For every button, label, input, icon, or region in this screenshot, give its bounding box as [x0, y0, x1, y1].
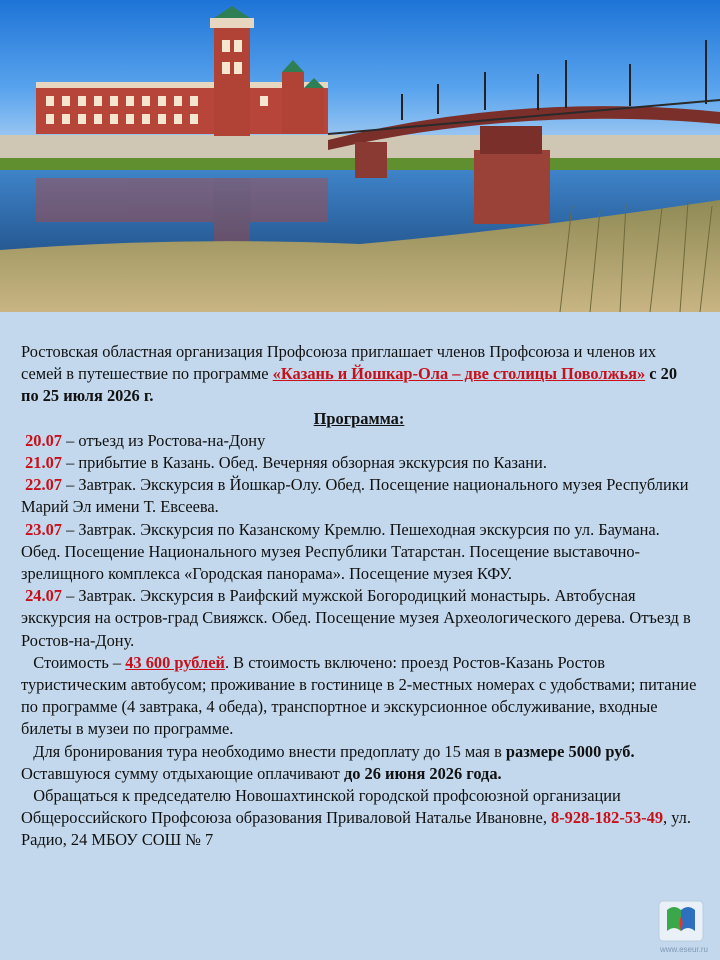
- invitation-text: [21, 341, 697, 852]
- day-date: 23.07: [25, 519, 62, 539]
- tour-dates: с 20 по 25 июля 2026 г.: [21, 364, 678, 406]
- intro-text: Ростовская областная организация Профсоюза приглашает членов Профсоюза и членов их семей в путешествие по программе: [21, 342, 657, 384]
- program-name: «Казань и Йошкар-Ола – две столицы Поволжья»: [272, 364, 646, 384]
- day-text: – Завтрак. Экскурсия в Йошкар-Олу. Обед. Посещение национального музея Республики Марий Эл имени Т. Евсеева.: [21, 475, 689, 517]
- program-heading: Программа:: [313, 408, 405, 428]
- cost-details: . В стоимость включено: проезд Ростов-Казань Ростов туристическим автобусом; проживание в гостинице в 2-местных номерах с удобствами; питание по программе (4 завтрака, 4 обеда), транспортное и экскурсионное обслуживание, входные билеты в музеи по программе.: [21, 652, 697, 739]
- day-date: 22.07: [25, 475, 62, 495]
- prepayment-amount: размере 5000 руб.: [505, 741, 635, 761]
- day-item: [21, 585, 697, 652]
- cost-price: 43 600 рублей: [125, 652, 225, 672]
- day-text: – отъезд из Ростова-на-Дону: [62, 430, 266, 450]
- day-date: 21.07: [25, 453, 62, 473]
- day-date: 20.07: [25, 430, 62, 450]
- intro-paragraph: [21, 341, 697, 408]
- contact-text: Обращаться к председателю Новошахтинской городской профсоюзной организации Общероссийского Профсоюза образования Приваловой Наталье Ивановне,: [21, 786, 621, 828]
- cost-paragraph: [21, 652, 697, 741]
- booking-paragraph: [21, 741, 697, 785]
- info-panel: [0, 312, 720, 960]
- day-date: 24.07: [25, 586, 62, 606]
- payment-deadline: до 26 июня 2026 года.: [343, 763, 502, 783]
- hero-photo: [0, 0, 720, 312]
- day-item: [21, 452, 697, 474]
- cost-label: Стоимость –: [33, 652, 126, 672]
- day-item: [21, 519, 697, 586]
- contact-paragraph: [21, 785, 697, 852]
- booking-text: Для бронирования тура необходимо внести предоплату до 15 мая в: [33, 741, 506, 761]
- day-text: – Завтрак. Экскурсия по Казанскому Кремлю. Пешеходная экскурсия по ул. Баумана. Обед. Посещение Национального музея Республики Татарстан. Посещение выставочно-зрелищного комплекса «Городская панорама». Посещение музея КФУ.: [21, 519, 660, 584]
- day-item: [21, 474, 697, 518]
- kremlin-bridge-photo: [0, 0, 720, 312]
- booking-text-middle: Оставшуюся сумму отдыхающие оплачивают: [21, 763, 344, 783]
- day-text: – Завтрак. Экскурсия в Раифский мужской Богородицкий монастырь. Автобусная экскурсия на остров-град Свияжск. Обед. Посещение музея Археологического дерева. Отъезд в Ростов-на-Дону.: [21, 586, 691, 650]
- day-item: [21, 430, 697, 452]
- union-book-logo-icon: [658, 900, 704, 942]
- day-text: – прибытие в Казань. Обед. Вечерняя обзорная экскурсия по Казани.: [62, 453, 547, 473]
- program-heading-line: [21, 408, 697, 430]
- contact-address: , ул. Радио, 24 МБОУ СОШ № 7: [21, 808, 691, 850]
- contact-phone: 8-928-182-53-49: [551, 808, 664, 828]
- logo-caption: www.eseur.ru: [659, 945, 708, 954]
